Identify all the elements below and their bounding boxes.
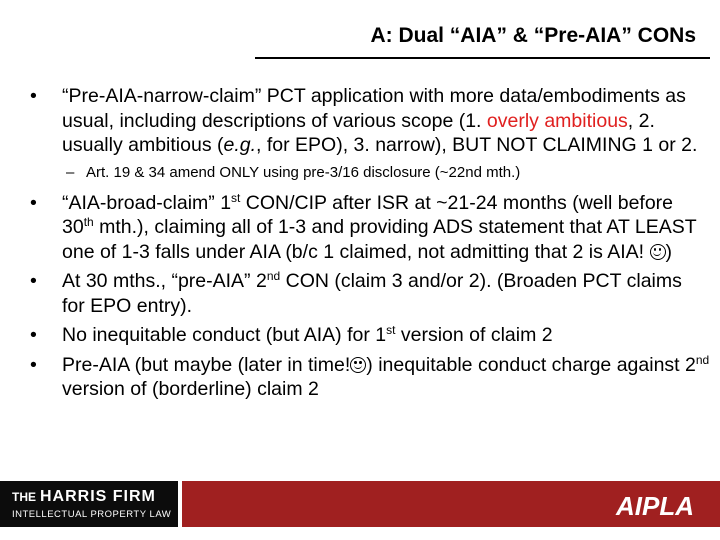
bullet-text: CON (claim 3 and/or 2). (Broaden PCT claims for EPO entry). <box>62 270 682 317</box>
logo-subtitle: INTELLECTUAL PROPERTY LAW <box>12 509 172 520</box>
bullet-icon: • <box>30 324 37 346</box>
emphasis-text: e.g. <box>223 134 257 156</box>
slide-title: A: Dual “AIA” & “Pre-AIA” CONs <box>370 24 696 47</box>
harris-firm-logo <box>0 481 182 527</box>
bullet-text: No inequitable conduct (but AIA) for 1 <box>62 324 387 346</box>
bullet-item-aia-con <box>30 191 710 265</box>
bullet-icon: • <box>30 353 37 376</box>
bullet-text: At 30 mths., “pre-AIA” 2 <box>62 270 267 292</box>
bullet-text: ) <box>665 240 672 263</box>
bullet-text: version of claim 2 <box>395 324 553 346</box>
slide-body <box>30 84 710 407</box>
bullet-item-no-inequitable-conduct <box>30 323 710 348</box>
logo-the: THE <box>12 490 36 504</box>
bullet-icon: • <box>30 270 37 292</box>
bullet-text: “Pre-AIA-narrow-claim” PCT application with more data/embodiments as usual, including descriptions of various scope (1. <box>62 85 686 132</box>
bullet-text: “AIA-broad-claim” 1 <box>62 191 232 214</box>
smiley-face-icon <box>350 357 366 373</box>
title-underline <box>255 57 710 59</box>
ordinal-suffix: st <box>386 323 396 337</box>
bullet-text: mth.), claiming all of 1-3 and providing ADS statement that AT LEAST one of 1-3 falls under AIA (b/c 1 claimed, not admitting that 2 is AIA! <box>62 216 697 263</box>
bullet-item-pct-application <box>30 84 710 158</box>
smiley-face-icon <box>650 244 666 260</box>
bullet-text: CON/CIP after ISR at ~21-24 months (well before 30 <box>62 191 674 238</box>
highlight-text: overly ambitious <box>486 109 628 132</box>
sub-bullet-text: Art. 19 & 34 amend ONLY using pre-3/16 disclosure (~22nd mth.) <box>86 163 521 181</box>
ordinal-suffix: st <box>231 190 241 205</box>
bullet-text: ) inequitable conduct charge against 2 <box>366 353 696 376</box>
aipla-brand: AIPLA <box>616 491 694 521</box>
ordinal-suffix: nd <box>695 352 710 367</box>
bullet-text: version of (borderline) claim 2 <box>62 378 319 400</box>
ordinal-suffix: th <box>83 215 94 229</box>
bullet-item-pre-aia-charge <box>30 353 710 402</box>
dash-icon: – <box>66 163 75 181</box>
bullet-text: Pre-AIA (but maybe (later in time! <box>62 353 351 376</box>
bullet-icon: • <box>30 191 37 214</box>
bullet-text: , for EPO), 3. narrow), BUT NOT CLAIMING 1 or 2. <box>256 134 698 156</box>
bullet-icon: • <box>30 85 37 107</box>
bullet-item-pre-aia-con <box>30 269 710 318</box>
logo-firm-name: HARRIS FIRM <box>40 488 156 505</box>
sub-bullet-item <box>30 163 710 183</box>
bullet-text: , 2. usually ambitious ( <box>62 109 655 156</box>
logo-title <box>12 488 156 506</box>
ordinal-suffix: nd <box>266 269 281 283</box>
